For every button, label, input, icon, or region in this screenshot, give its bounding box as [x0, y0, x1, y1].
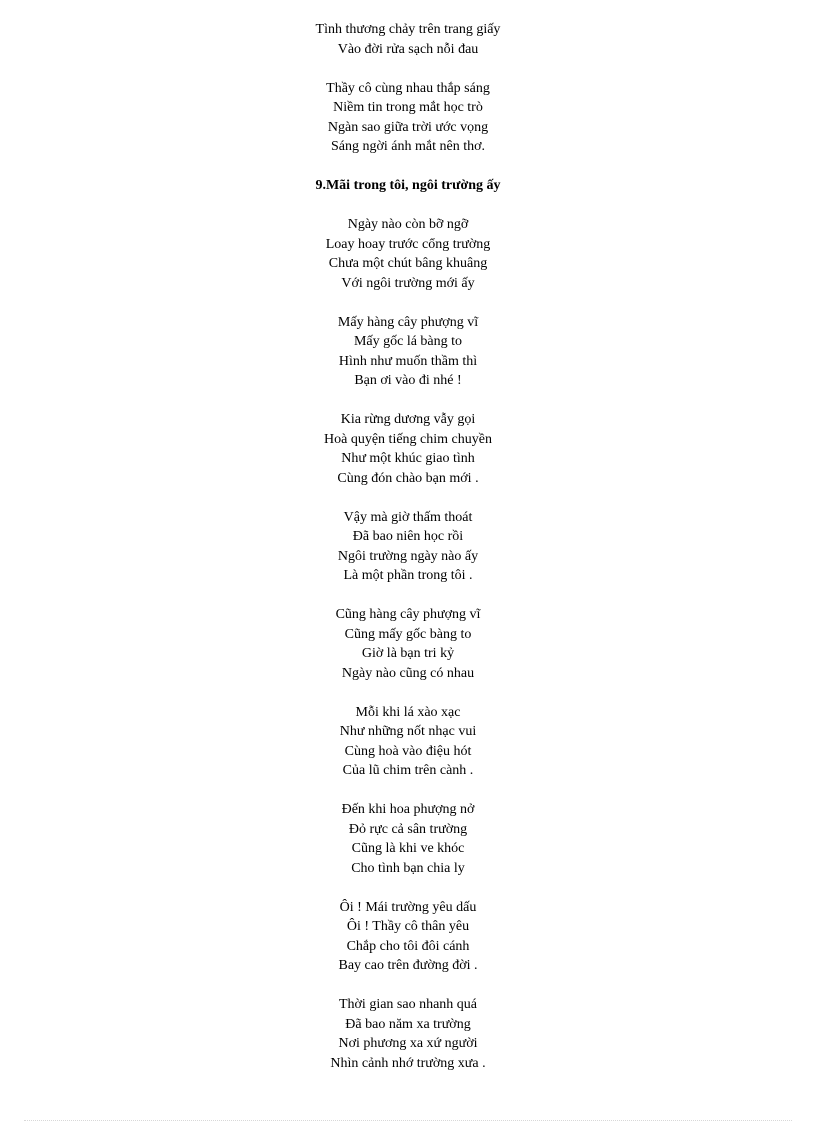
intro-stanza-1: [0, 20, 816, 59]
poem-stanza-7: [0, 800, 816, 878]
page-break-divider: [24, 1120, 792, 1121]
poem-line: Như những nốt nhạc vui: [339, 724, 477, 739]
poem-line: Cho tình bạn chia ly: [351, 860, 465, 876]
poem-line: Với ngôi trường mới ấy: [341, 275, 475, 291]
poem-stanza-1: [0, 215, 816, 293]
poem-stanza-9: [0, 995, 816, 1073]
poem-line: Cũng là khi ve khóc: [351, 841, 465, 856]
poem-line: Niềm tin trong mắt học trò: [333, 100, 483, 115]
poem-line: Cũng hàng cây phượng vĩ: [335, 607, 481, 622]
poem-line: Vậy mà giờ thấm thoát: [343, 509, 473, 525]
poem-line: Đến khi hoa phượng nở: [341, 802, 475, 817]
poem-line: Mấy hàng cây phượng vĩ: [337, 314, 479, 330]
poem-line: Bạn ơi vào đi nhé !: [354, 373, 462, 388]
poem-stanza-8: [0, 898, 816, 976]
poem-line: Đã bao niên học rồi: [352, 529, 464, 544]
poem-line: Của lũ chim trên cành .: [342, 763, 474, 778]
poem-line: Nhìn cảnh nhớ trường xưa .: [330, 1055, 486, 1071]
poem-stanza-6: [0, 703, 816, 781]
poem-stanza-4: [0, 508, 816, 586]
poem-line: Hoà quyện tiếng chim chuyền: [324, 431, 492, 447]
poem-line: Đỏ rực cả sân trường: [348, 821, 468, 837]
document-page: [0, 20, 816, 1073]
poem-line: Ngàn sao giữa trời ước vọng: [327, 119, 489, 135]
poem-line: Chắp cho tôi đôi cánh: [346, 938, 470, 954]
poem-line: Ngày nào còn bỡ ngỡ: [347, 217, 469, 232]
poem-line: Loay hoay trước cổng trường: [325, 236, 491, 252]
poem-stanza-5: [0, 605, 816, 683]
poem-line: Ôi ! Mái trường yêu dấu: [339, 899, 477, 915]
poem-line: Thầy cô cùng nhau thắp sáng: [326, 80, 490, 96]
poem-line: Ôi ! Thầy cô thân yêu: [346, 919, 470, 934]
poem-line: Mỗi khi lá xào xạc: [355, 704, 461, 720]
poem-line: Bay cao trên đường đời .: [338, 958, 478, 973]
poem-line: Mấy gốc lá bàng to: [353, 334, 463, 349]
poem-stanza-3: [0, 410, 816, 488]
poem-line: Ngày nào cũng có nhau: [341, 665, 475, 681]
poem-line: Vào đời rửa sạch nỗi đau: [337, 41, 479, 57]
poem-line: Cùng đón chào bạn mới .: [337, 470, 479, 486]
poem-line: Thời gian sao nhanh quá: [338, 997, 478, 1012]
poem-line: Đã bao năm xa trường: [345, 1016, 471, 1032]
poem-line: Sáng ngời ánh mắt nên thơ.: [330, 139, 485, 154]
poem-line: Cũng mấy gốc bàng to: [344, 626, 472, 642]
poem-line: Kia rừng dương vẫy gọi: [340, 412, 476, 427]
poem-stanza-2: [0, 313, 816, 391]
poem-line: Giờ là bạn tri kỷ: [361, 646, 455, 661]
poem-title: 9.Mãi trong tôi, ngôi trường ấy: [315, 178, 501, 193]
poem-line: Là một phần trong tôi .: [343, 568, 473, 583]
poem-line: Chưa một chút bâng khuâng: [328, 256, 488, 271]
poem-line: Như một khúc giao tình: [341, 451, 475, 466]
poem-line: Ngôi trường ngày nào ấy: [337, 548, 479, 564]
poem-line: Cùng hoà vào điệu hót: [344, 743, 472, 759]
poem-line: Tình thương chảy trên trang giấy: [315, 22, 501, 37]
intro-stanza-2: [0, 79, 816, 157]
poem-line: Nơi phương xa xứ người: [338, 1036, 478, 1051]
poem-line: Hình như muốn thầm thì: [338, 353, 478, 369]
